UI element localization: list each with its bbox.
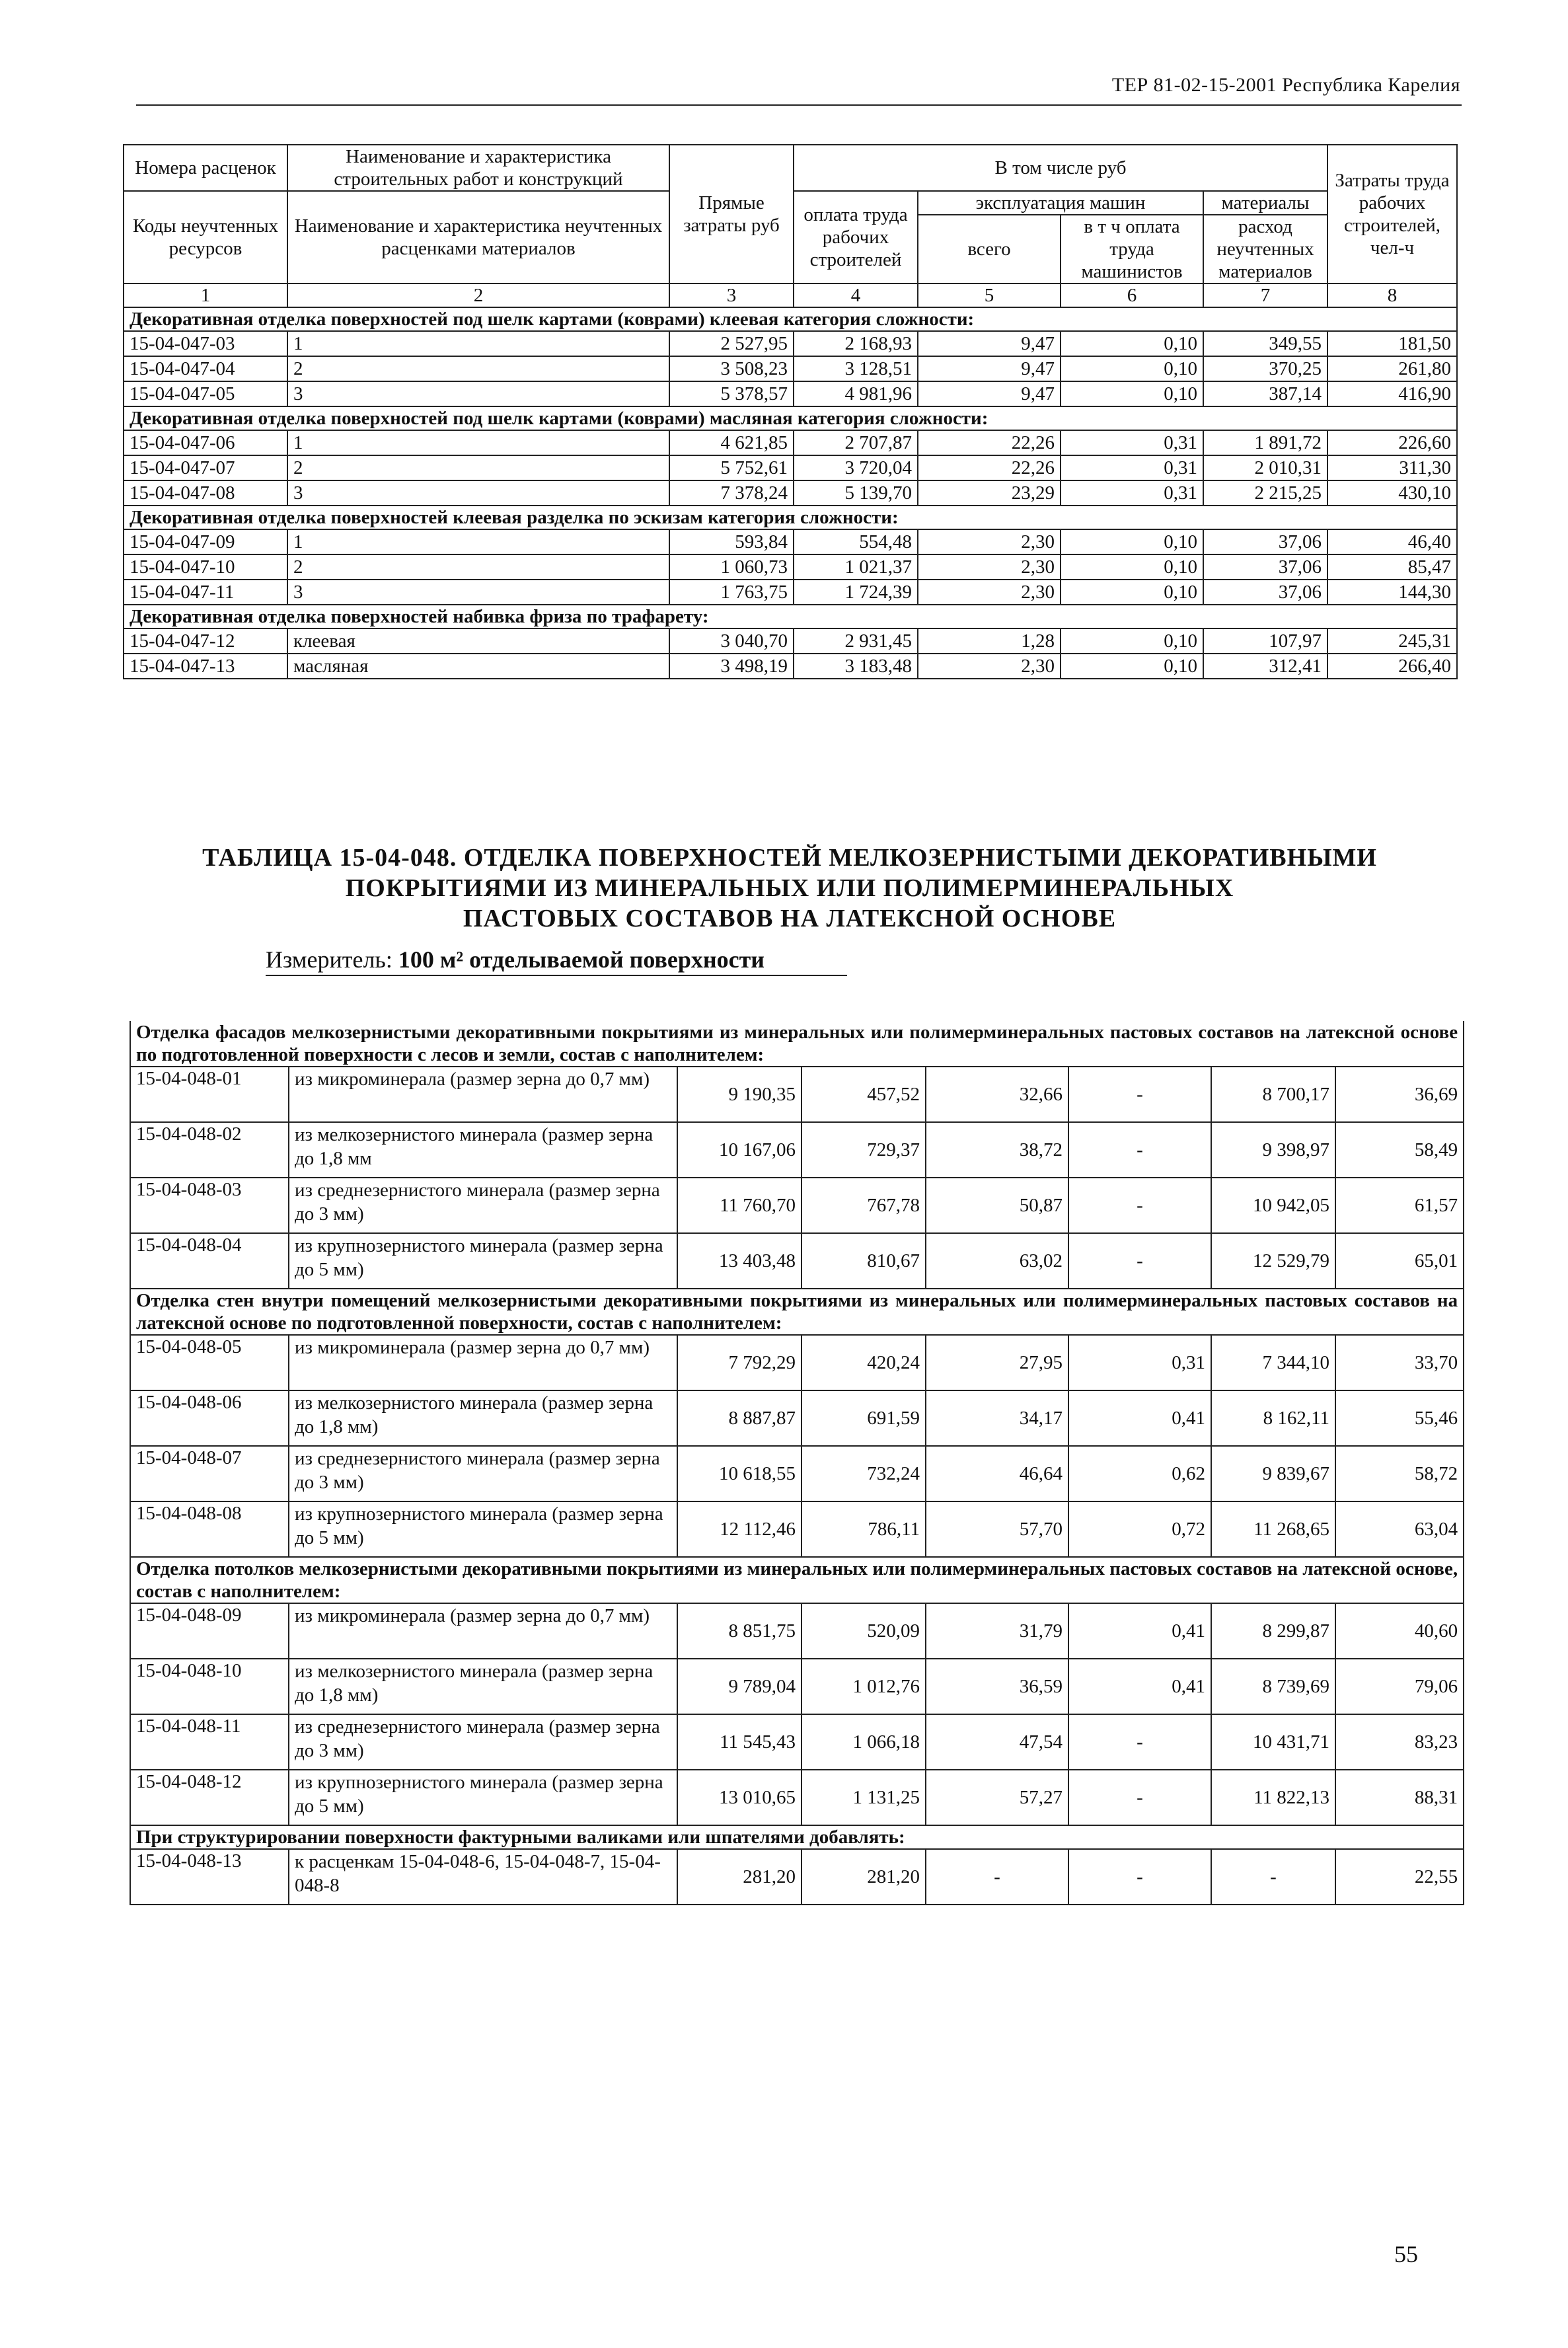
section-heading: При структурировании поверхности фактурными валиками или шпателями добавлять:: [130, 1825, 1464, 1849]
rate-code: 15-04-047-12: [124, 628, 287, 654]
rate-name: из среднезернистого минерала (размер зерна до 3 мм): [289, 1178, 677, 1233]
rate-name: из микроминерала (размер зерна до 0,7 мм): [289, 1067, 677, 1122]
header-machine-wages: в т ч оплата труда машинистов: [1061, 215, 1203, 284]
labor-hours: 40,60: [1335, 1603, 1464, 1659]
machine-cost: -: [926, 1849, 1068, 1905]
table-row: [130, 1659, 1464, 1714]
worker-wages: 4 981,96: [794, 381, 918, 406]
direct-cost: 13 403,48: [677, 1233, 802, 1289]
direct-cost: 7 378,24: [669, 480, 794, 506]
table-row: [130, 1178, 1464, 1233]
machine-cost: 9,47: [918, 381, 1061, 406]
labor-hours: 63,04: [1335, 1501, 1464, 1557]
rate-name: масляная: [287, 654, 669, 679]
machinist-wages: -: [1068, 1233, 1211, 1289]
machinist-wages: 0,41: [1068, 1659, 1211, 1714]
table-title-line: ПАСТОВЫХ СОСТАВОВ НА ЛАТЕКСНОЙ ОСНОВЕ: [463, 905, 1117, 932]
rate-code: 15-04-047-05: [124, 381, 287, 406]
machinist-wages: 0,41: [1068, 1603, 1211, 1659]
rate-name: 1: [287, 430, 669, 455]
measure-value: 100 м² отделываемой поверхности: [398, 946, 765, 973]
rate-name: 3: [287, 381, 669, 406]
materials-cost: 10 942,05: [1211, 1178, 1335, 1233]
labor-hours: 58,72: [1335, 1446, 1464, 1501]
materials-cost: 37,06: [1203, 580, 1327, 605]
header-machines-total: всего: [918, 215, 1061, 284]
worker-wages: 3 183,48: [794, 654, 918, 679]
machinist-wages: -: [1068, 1849, 1211, 1905]
direct-cost: 7 792,29: [677, 1335, 802, 1390]
materials-cost: 9 398,97: [1211, 1122, 1335, 1178]
rate-code: 15-04-047-10: [124, 554, 287, 580]
running-head: ТЕР 81-02-15-2001 Республика Карелия: [1111, 74, 1460, 96]
column-number: 6: [1061, 284, 1203, 307]
direct-cost: 9 789,04: [677, 1659, 802, 1714]
measure-label: Измеритель:: [266, 946, 392, 973]
table-047: [123, 144, 1458, 679]
materials-cost: 37,06: [1203, 554, 1327, 580]
table-row: [124, 430, 1457, 455]
worker-wages: 1 066,18: [802, 1714, 926, 1770]
labor-hours: 266,40: [1327, 654, 1457, 679]
table-row: [124, 480, 1457, 506]
rate-code: 15-04-047-04: [124, 356, 287, 381]
rate-name: клеевая: [287, 628, 669, 654]
direct-cost: 3 508,23: [669, 356, 794, 381]
rate-name: к расценкам 15-04-048-6, 15-04-048-7, 15-04-048-8: [289, 1849, 677, 1905]
materials-cost: 8 700,17: [1211, 1067, 1335, 1122]
labor-hours: 261,80: [1327, 356, 1457, 381]
header-work-name: Наименование и характеристика строительных работ и конструкций: [287, 145, 669, 191]
worker-wages: 786,11: [802, 1501, 926, 1557]
machinist-wages: 0,10: [1061, 580, 1203, 605]
worker-wages: 5 139,70: [794, 480, 918, 506]
page-number: 55: [1394, 2241, 1418, 2267]
worker-wages: 420,24: [802, 1335, 926, 1390]
column-number: 5: [918, 284, 1061, 307]
labor-hours: 181,50: [1327, 331, 1457, 356]
table-row: [124, 628, 1457, 654]
rate-code: 15-04-048-12: [130, 1770, 289, 1825]
machine-cost: 57,70: [926, 1501, 1068, 1557]
machine-cost: 2,30: [918, 554, 1061, 580]
table-row: [124, 356, 1457, 381]
worker-wages: 3 720,04: [794, 455, 918, 480]
column-number: 7: [1203, 284, 1327, 307]
rate-code: 15-04-048-02: [130, 1122, 289, 1178]
worker-wages: 1 724,39: [794, 580, 918, 605]
labor-hours: 61,57: [1335, 1178, 1464, 1233]
direct-cost: 10 167,06: [677, 1122, 802, 1178]
labor-hours: 36,69: [1335, 1067, 1464, 1122]
machine-cost: 27,95: [926, 1335, 1068, 1390]
labor-hours: 46,40: [1327, 529, 1457, 554]
table-row: [130, 1714, 1464, 1770]
worker-wages: 457,52: [802, 1067, 926, 1122]
materials-cost: 8 299,87: [1211, 1603, 1335, 1659]
table-row: [130, 1067, 1464, 1122]
table-row: [124, 654, 1457, 679]
table-row: [124, 455, 1457, 480]
machine-cost: 57,27: [926, 1770, 1068, 1825]
worker-wages: 554,48: [794, 529, 918, 554]
materials-cost: -: [1211, 1849, 1335, 1905]
direct-cost: 1 763,75: [669, 580, 794, 605]
machinist-wages: 0,10: [1061, 331, 1203, 356]
machinist-wages: 0,10: [1061, 554, 1203, 580]
rate-code: 15-04-047-06: [124, 430, 287, 455]
rate-name: из среднезернистого минерала (размер зерна до 3 мм): [289, 1446, 677, 1501]
table-row: [130, 1501, 1464, 1557]
worker-wages: 1 021,37: [794, 554, 918, 580]
materials-cost: 7 344,10: [1211, 1335, 1335, 1390]
header-material-name: Наименование и характеристика неучтенных расценками материалов: [287, 191, 669, 284]
table-title-line: ПОКРЫТИЯМИ ИЗ МИНЕРАЛЬНЫХ ИЛИ ПОЛИМЕРМИНЕРАЛЬНЫХ: [345, 874, 1234, 902]
direct-cost: 3 040,70: [669, 628, 794, 654]
table-row: [124, 529, 1457, 554]
table-row: [124, 554, 1457, 580]
table-row: [130, 1335, 1464, 1390]
materials-cost: 370,25: [1203, 356, 1327, 381]
table-048-wrapper: [130, 1021, 1463, 1905]
table-row: [124, 331, 1457, 356]
materials-cost: 387,14: [1203, 381, 1327, 406]
table-title-line: ТАБЛИЦА 15-04-048. ОТДЕЛКА ПОВЕРХНОСТЕЙ МЕЛКОЗЕРНИСТЫМИ ДЕКОРАТИВНЫМИ: [202, 844, 1377, 872]
header-materials-consumption: расход неучтенных материалов: [1203, 215, 1327, 284]
direct-cost: 4 621,85: [669, 430, 794, 455]
table-row: [130, 1770, 1464, 1825]
column-number: 1: [124, 284, 287, 307]
direct-cost: 8 887,87: [677, 1390, 802, 1446]
section-heading: Декоративная отделка поверхностей набивка фриза по трафарету:: [124, 605, 1457, 628]
machine-cost: 32,66: [926, 1067, 1068, 1122]
machinist-wages: 0,10: [1061, 381, 1203, 406]
worker-wages: 1 012,76: [802, 1659, 926, 1714]
worker-wages: 691,59: [802, 1390, 926, 1446]
materials-cost: 11 822,13: [1211, 1770, 1335, 1825]
header-machines: эксплуатация машин: [918, 191, 1203, 215]
labor-hours: 33,70: [1335, 1335, 1464, 1390]
rate-name: из мелкозернистого минерала (размер зерна до 1,8 мм: [289, 1122, 677, 1178]
rate-name: 3: [287, 580, 669, 605]
table-row: [130, 1390, 1464, 1446]
table-row: [124, 580, 1457, 605]
machine-cost: 22,26: [918, 430, 1061, 455]
labor-hours: 79,06: [1335, 1659, 1464, 1714]
machine-cost: 2,30: [918, 529, 1061, 554]
column-number: 2: [287, 284, 669, 307]
rate-name: из крупнозернистого минерала (размер зерна до 5 мм): [289, 1501, 677, 1557]
materials-cost: 12 529,79: [1211, 1233, 1335, 1289]
header-including: В том числе руб: [794, 145, 1327, 191]
measure-unit: [266, 946, 765, 973]
rate-name: 1: [287, 529, 669, 554]
materials-cost: 9 839,67: [1211, 1446, 1335, 1501]
rate-code: 15-04-048-11: [130, 1714, 289, 1770]
rate-code: 15-04-047-11: [124, 580, 287, 605]
machine-cost: 63,02: [926, 1233, 1068, 1289]
worker-wages: 1 131,25: [802, 1770, 926, 1825]
rate-code: 15-04-048-01: [130, 1067, 289, 1122]
machinist-wages: -: [1068, 1770, 1211, 1825]
rate-code: 15-04-048-03: [130, 1178, 289, 1233]
column-number: 4: [794, 284, 918, 307]
machine-cost: 46,64: [926, 1446, 1068, 1501]
rate-code: 15-04-048-10: [130, 1659, 289, 1714]
rate-code: 15-04-047-08: [124, 480, 287, 506]
direct-cost: 5 752,61: [669, 455, 794, 480]
worker-wages: 2 931,45: [794, 628, 918, 654]
header-rule: [136, 104, 1462, 106]
section-heading: Декоративная отделка поверхностей под шелк картами (коврами) масляная категория сложности:: [124, 406, 1457, 430]
direct-cost: 12 112,46: [677, 1501, 802, 1557]
machine-cost: 38,72: [926, 1122, 1068, 1178]
rate-name: 3: [287, 480, 669, 506]
materials-cost: 2 215,25: [1203, 480, 1327, 506]
column-number: 3: [669, 284, 794, 307]
table-row: [130, 1233, 1464, 1289]
worker-wages: 732,24: [802, 1446, 926, 1501]
materials-cost: 107,97: [1203, 628, 1327, 654]
section-heading: Декоративная отделка поверхностей под шелк картами (коврами) клеевая категория сложности:: [124, 307, 1457, 331]
worker-wages: 729,37: [802, 1122, 926, 1178]
worker-wages: 520,09: [802, 1603, 926, 1659]
rate-code: 15-04-048-04: [130, 1233, 289, 1289]
materials-cost: 2 010,31: [1203, 455, 1327, 480]
worker-wages: 281,20: [802, 1849, 926, 1905]
worker-wages: 2 168,93: [794, 331, 918, 356]
rate-name: из микроминерала (размер зерна до 0,7 мм): [289, 1335, 677, 1390]
rate-name: 2: [287, 554, 669, 580]
machine-cost: 47,54: [926, 1714, 1068, 1770]
labor-hours: 58,49: [1335, 1122, 1464, 1178]
table-048: [130, 1021, 1464, 1905]
rate-name: из крупнозернистого минерала (размер зерна до 5 мм): [289, 1233, 677, 1289]
labor-hours: 22,55: [1335, 1849, 1464, 1905]
rate-name: из среднезернистого минерала (размер зерна до 3 мм): [289, 1714, 677, 1770]
direct-cost: 1 060,73: [669, 554, 794, 580]
direct-cost: 9 190,35: [677, 1067, 802, 1122]
labor-hours: 311,30: [1327, 455, 1457, 480]
rate-name: 2: [287, 356, 669, 381]
rate-name: из мелкозернистого минерала (размер зерна до 1,8 мм): [289, 1659, 677, 1714]
rate-name: 2: [287, 455, 669, 480]
machinist-wages: -: [1068, 1067, 1211, 1122]
materials-cost: 10 431,71: [1211, 1714, 1335, 1770]
table-row: [130, 1446, 1464, 1501]
machinist-wages: 0,31: [1068, 1335, 1211, 1390]
machinist-wages: 0,31: [1061, 455, 1203, 480]
labor-hours: 65,01: [1335, 1233, 1464, 1289]
table-047-wrapper: [123, 144, 1456, 679]
machine-cost: 9,47: [918, 356, 1061, 381]
machine-cost: 22,26: [918, 455, 1061, 480]
rate-name: из микроминерала (размер зерна до 0,7 мм): [289, 1603, 677, 1659]
header-direct-costs: Прямые затраты руб: [669, 145, 794, 284]
table-row: [124, 381, 1457, 406]
machinist-wages: 0,41: [1068, 1390, 1211, 1446]
section-heading: Отделка фасадов мелкозернистыми декоративными покрытиями из минеральных или полимерминеральных пастовых составов на латексной основе по подготовленной поверхности с лесов и земли, состав с наполнителем:: [130, 1021, 1464, 1067]
machine-cost: 9,47: [918, 331, 1061, 356]
worker-wages: 810,67: [802, 1233, 926, 1289]
section-heading: Отделка потолков мелкозернистыми декоративными покрытиями из минеральных или полимерминеральных пастовых составов на латексной основе, состав с наполнителем:: [130, 1557, 1464, 1603]
header-materials: материалы: [1203, 191, 1327, 215]
header-wages: оплата труда рабочих строителей: [794, 191, 918, 284]
machinist-wages: 0,72: [1068, 1501, 1211, 1557]
machine-cost: 1,28: [918, 628, 1061, 654]
section-heading: Отделка стен внутри помещений мелкозернистыми декоративными покрытиями из минеральных или полимерминеральных пастовых составов на латексной основе по подготовленной поверхности, состав с наполнителем:: [130, 1289, 1464, 1335]
rate-code: 15-04-048-08: [130, 1501, 289, 1557]
direct-cost: 11 545,43: [677, 1714, 802, 1770]
materials-cost: 8 739,69: [1211, 1659, 1335, 1714]
direct-cost: 13 010,65: [677, 1770, 802, 1825]
table-row: [130, 1603, 1464, 1659]
labor-hours: 85,47: [1327, 554, 1457, 580]
header-resource-codes: Коды неучтенных ресурсов: [124, 191, 287, 284]
rate-name: из мелкозернистого минерала (размер зерна до 1,8 мм): [289, 1390, 677, 1446]
labor-hours: 83,23: [1335, 1714, 1464, 1770]
rate-name: 1: [287, 331, 669, 356]
machinist-wages: 0,62: [1068, 1446, 1211, 1501]
materials-cost: 1 891,72: [1203, 430, 1327, 455]
worker-wages: 3 128,51: [794, 356, 918, 381]
materials-cost: 312,41: [1203, 654, 1327, 679]
machinist-wages: -: [1068, 1122, 1211, 1178]
machinist-wages: 0,10: [1061, 654, 1203, 679]
machine-cost: 34,17: [926, 1390, 1068, 1446]
worker-wages: 767,78: [802, 1178, 926, 1233]
direct-cost: 593,84: [669, 529, 794, 554]
labor-hours: 416,90: [1327, 381, 1457, 406]
labor-hours: 245,31: [1327, 628, 1457, 654]
machine-cost: 23,29: [918, 480, 1061, 506]
materials-cost: 37,06: [1203, 529, 1327, 554]
machinist-wages: -: [1068, 1714, 1211, 1770]
rate-name: из крупнозернистого минерала (размер зерна до 5 мм): [289, 1770, 677, 1825]
direct-cost: 8 851,75: [677, 1603, 802, 1659]
section-heading: Декоративная отделка поверхностей клеевая разделка по эскизам категория сложности:: [124, 506, 1457, 529]
header-labor: Затраты труда рабочих строителей, чел-ч: [1327, 145, 1457, 284]
machinist-wages: 0,10: [1061, 356, 1203, 381]
rate-code: 15-04-048-07: [130, 1446, 289, 1501]
machinist-wages: 0,31: [1061, 480, 1203, 506]
rate-code: 15-04-047-13: [124, 654, 287, 679]
rate-code: 15-04-048-13: [130, 1849, 289, 1905]
machinist-wages: -: [1068, 1178, 1211, 1233]
direct-cost: 281,20: [677, 1849, 802, 1905]
table-row: [130, 1849, 1464, 1905]
worker-wages: 2 707,87: [794, 430, 918, 455]
rate-code: 15-04-047-03: [124, 331, 287, 356]
machinist-wages: 0,31: [1061, 430, 1203, 455]
labor-hours: 144,30: [1327, 580, 1457, 605]
machinist-wages: 0,10: [1061, 628, 1203, 654]
rate-code: 15-04-047-07: [124, 455, 287, 480]
direct-cost: 2 527,95: [669, 331, 794, 356]
column-number: 8: [1327, 284, 1457, 307]
rate-code: 15-04-047-09: [124, 529, 287, 554]
materials-cost: 8 162,11: [1211, 1390, 1335, 1446]
labor-hours: 226,60: [1327, 430, 1457, 455]
direct-cost: 11 760,70: [677, 1178, 802, 1233]
machine-cost: 36,59: [926, 1659, 1068, 1714]
column-numbers-row: [124, 284, 1457, 307]
materials-cost: 11 268,65: [1211, 1501, 1335, 1557]
rate-code: 15-04-048-06: [130, 1390, 289, 1446]
machine-cost: 2,30: [918, 654, 1061, 679]
measure-underline: [266, 975, 847, 976]
table-row: [130, 1122, 1464, 1178]
machine-cost: 31,79: [926, 1603, 1068, 1659]
labor-hours: 430,10: [1327, 480, 1457, 506]
machine-cost: 2,30: [918, 580, 1061, 605]
table-048-title: [123, 843, 1456, 934]
labor-hours: 88,31: [1335, 1770, 1464, 1825]
direct-cost: 10 618,55: [677, 1446, 802, 1501]
materials-cost: 349,55: [1203, 331, 1327, 356]
header-record-numbers: Номера расценок: [124, 145, 287, 191]
machinist-wages: 0,10: [1061, 529, 1203, 554]
machine-cost: 50,87: [926, 1178, 1068, 1233]
direct-cost: 3 498,19: [669, 654, 794, 679]
rate-code: 15-04-048-09: [130, 1603, 289, 1659]
rate-code: 15-04-048-05: [130, 1335, 289, 1390]
labor-hours: 55,46: [1335, 1390, 1464, 1446]
direct-cost: 5 378,57: [669, 381, 794, 406]
